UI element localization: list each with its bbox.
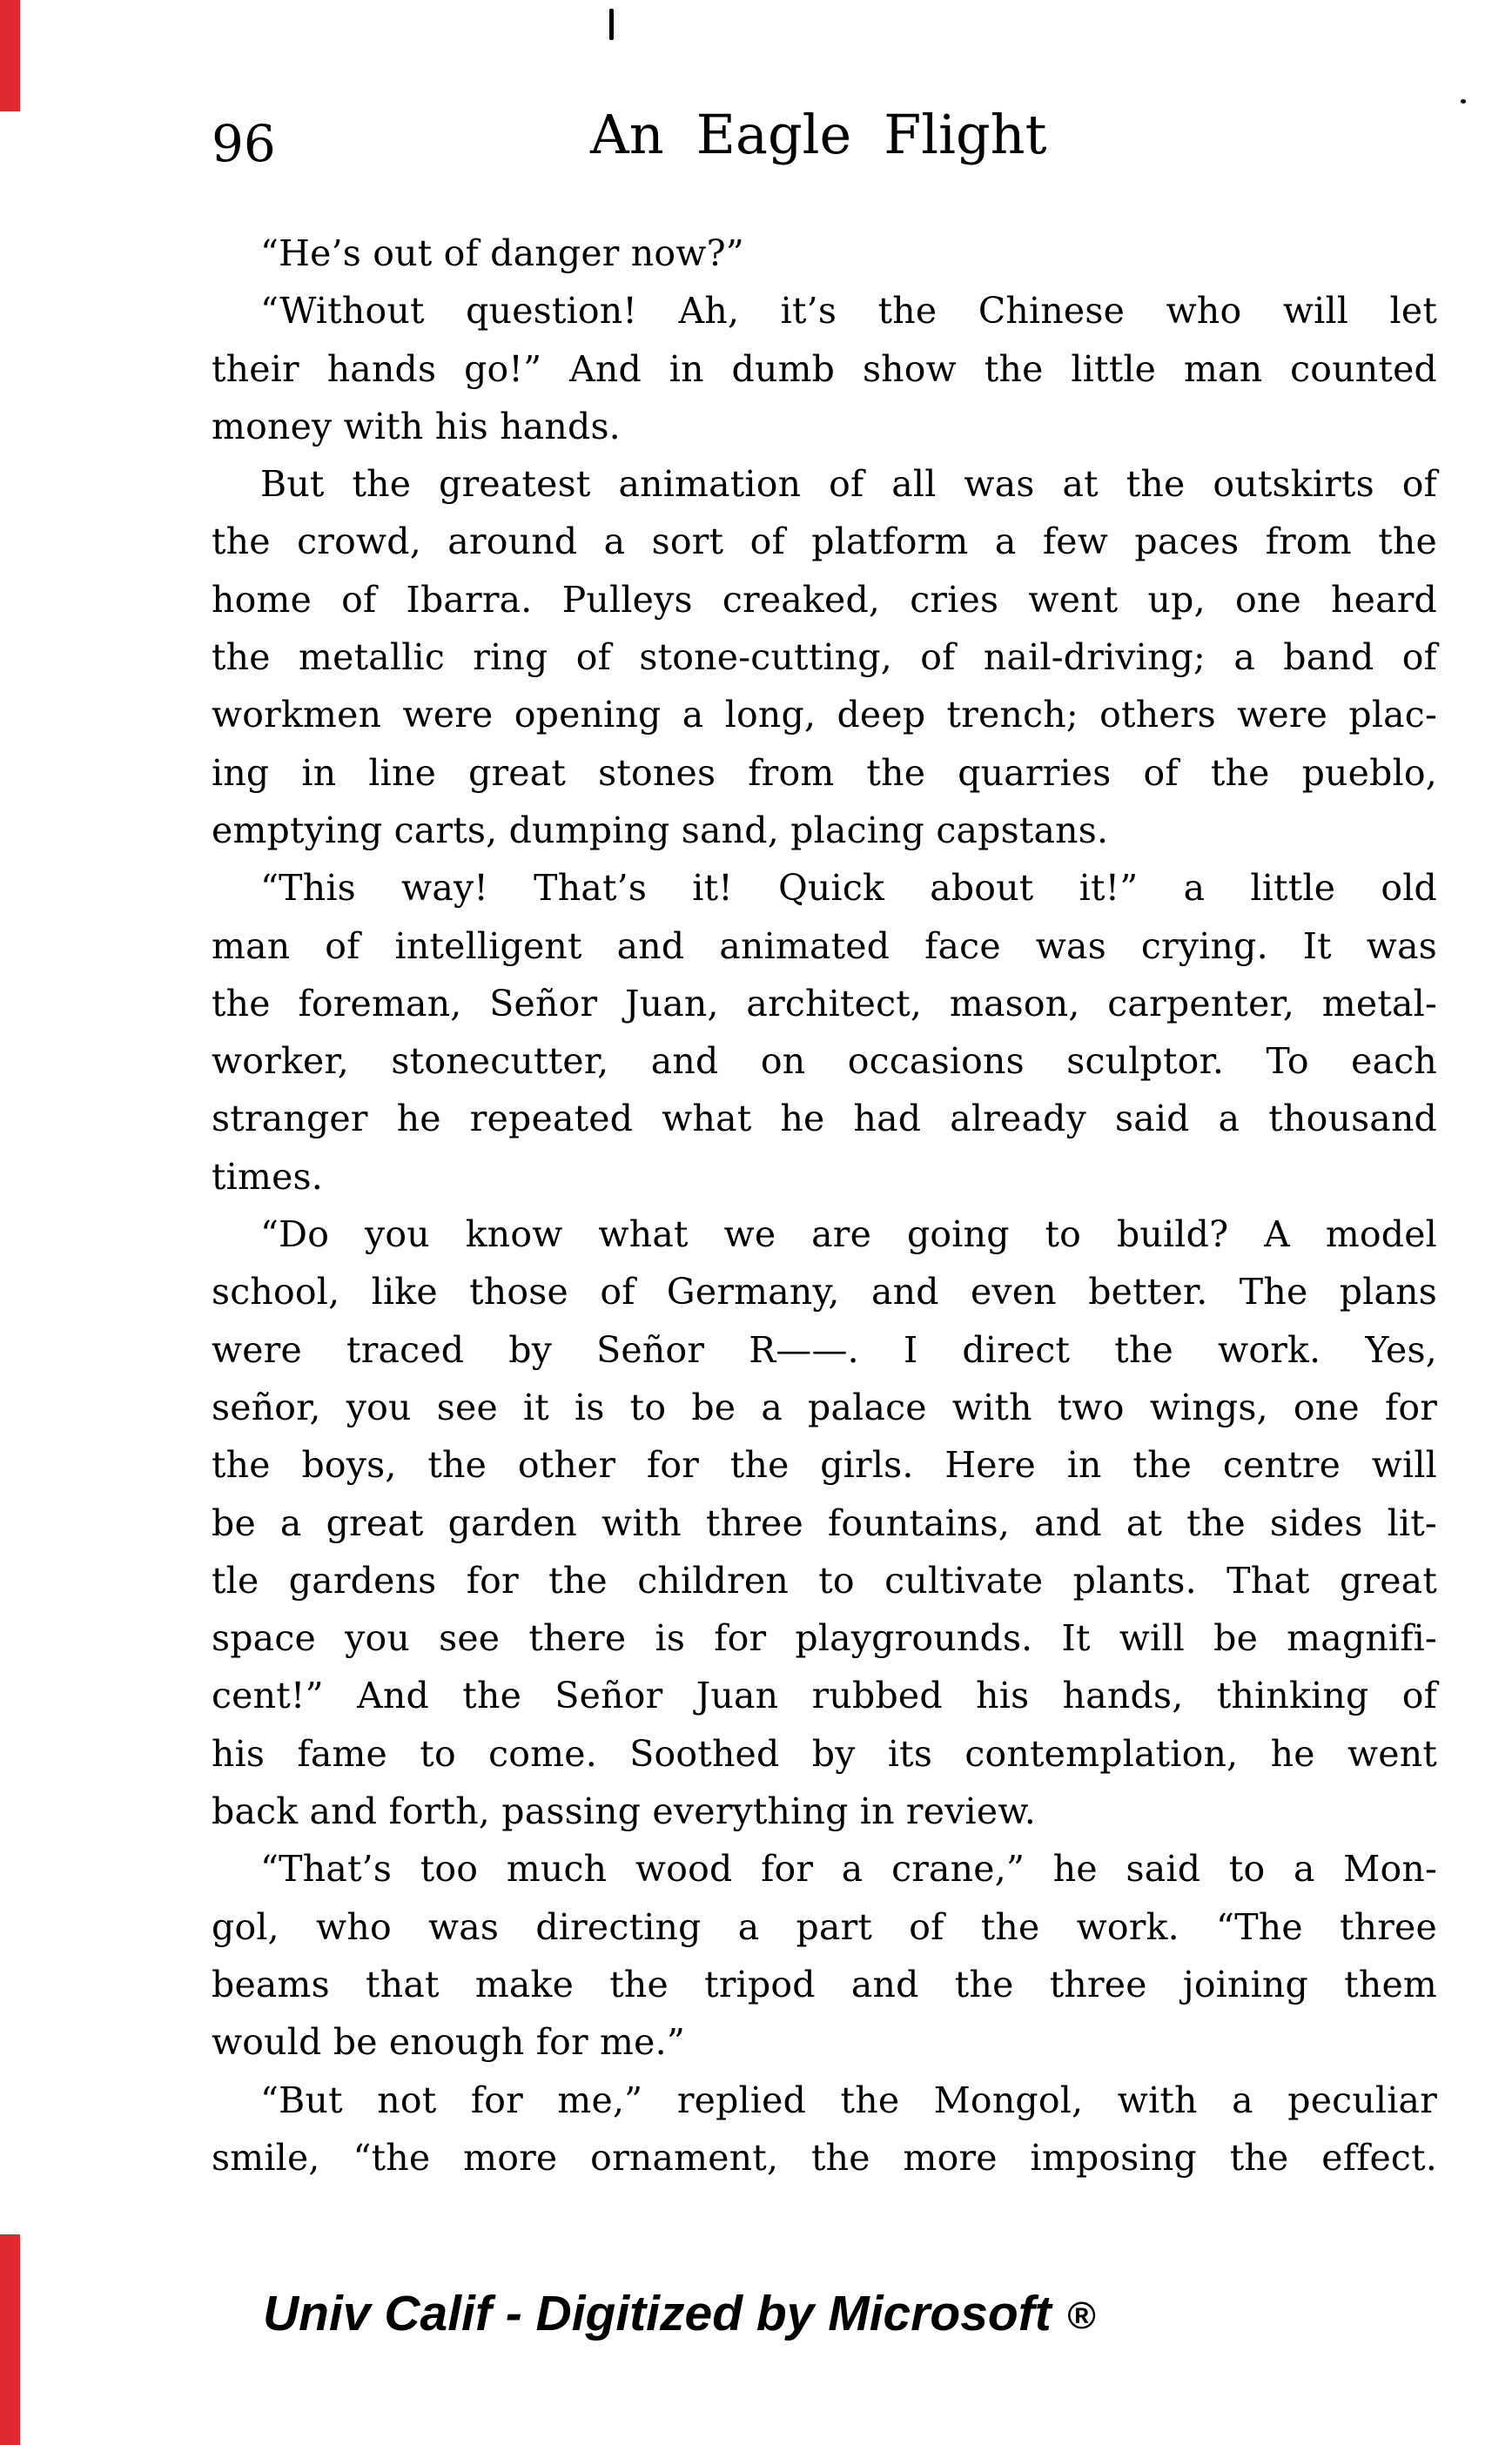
text-line: beams that make the tripod and the three joining them (212, 1963, 1437, 2005)
text-line: “But not for me,” replied the Mongol, with a peculiar (260, 2079, 1437, 2121)
text-line: school, like those of Germany, and even better. The plans (212, 1271, 1437, 1313)
text-line: “Without question! Ah, it’s the Chinese who will let (260, 290, 1437, 332)
text-line: were traced by Señor R——. I direct the work. Yes, (212, 1328, 1437, 1371)
running-header-title: An Eagle Flight (590, 103, 1047, 166)
text-line: money with his hands. (212, 405, 621, 447)
text-line: home of Ibarra. Pulleys creaked, cries went up, one heard (212, 578, 1437, 621)
text-line: “That’s too much wood for a crane,” he said to a Mon- (260, 1848, 1437, 1891)
text-line: the metallic ring of stone-cutting, of nail-driving; a band of (212, 636, 1437, 679)
text-line: man of intelligent and animated face was crying. It was (212, 924, 1437, 967)
page-number: 96 (212, 114, 276, 173)
text-line: “Do you know what we are going to build? A model (260, 1213, 1437, 1256)
text-line: cent!” And the Señor Juan rubbed his hands, thinking of (212, 1675, 1437, 1717)
stray-ink-tick (609, 9, 614, 40)
text-line: señor, you see it is to be a palace with two wings, one for (212, 1386, 1437, 1428)
text-line: the boys, the other for the girls. Here in the centre will (212, 1444, 1437, 1487)
text-line: But the greatest animation of all was at the outskirts of (260, 463, 1437, 506)
red-tape-mark-bottom (0, 2234, 20, 2445)
text-line: smile, “the more ornament, the more imposing the effect. (212, 2136, 1437, 2179)
text-line: ing in line great stones from the quarries of the pueblo, (212, 751, 1437, 794)
text-line: would be enough for me.” (212, 2021, 685, 2064)
stray-ink-speck (1461, 99, 1466, 104)
text-line: tle gardens for the children to cultivate plants. That great (212, 1559, 1437, 1602)
text-line: be a great garden with three fountains, and at the sides lit- (212, 1501, 1437, 1544)
text-line: “He’s out of danger now?” (260, 232, 744, 274)
footer-watermark (263, 2287, 1095, 2341)
text-line: space you see there is for playgrounds. It will be magnifi- (212, 1617, 1437, 1660)
text-line: times. (212, 1155, 324, 1198)
text-line: the crowd, around a sort of platform a few paces from the (212, 521, 1437, 563)
body-text (212, 225, 1437, 2186)
text-line: their hands go!” And in dumb show the little man counted (212, 347, 1437, 390)
text-line: gol, who was directing a part of the work. “The three (212, 1905, 1437, 1948)
text-line: workmen were opening a long, deep trench; others were plac- (212, 694, 1437, 736)
text-line: “This way! That’s it! Quick about it!” a little old (260, 867, 1437, 910)
text-line: his fame to come. Soothed by its contemplation, he went (212, 1732, 1437, 1775)
registered-mark-icon: ® (1066, 2294, 1096, 2337)
text-line: stranger he repeated what he had already said a thousand (212, 1098, 1437, 1140)
red-tape-mark-top (0, 0, 20, 111)
text-line: worker, stonecutter, and on occasions sculptor. To each (212, 1040, 1437, 1083)
text-line: emptying carts, dumping sand, placing capstans. (212, 809, 1109, 851)
text-line: back and forth, passing everything in review. (212, 1790, 1036, 1833)
text-line: the foreman, Señor Juan, architect, mason, carpenter, metal- (212, 982, 1437, 1024)
footer-watermark-text: Univ Calif - Digitized by Microsoft (263, 2286, 1052, 2341)
